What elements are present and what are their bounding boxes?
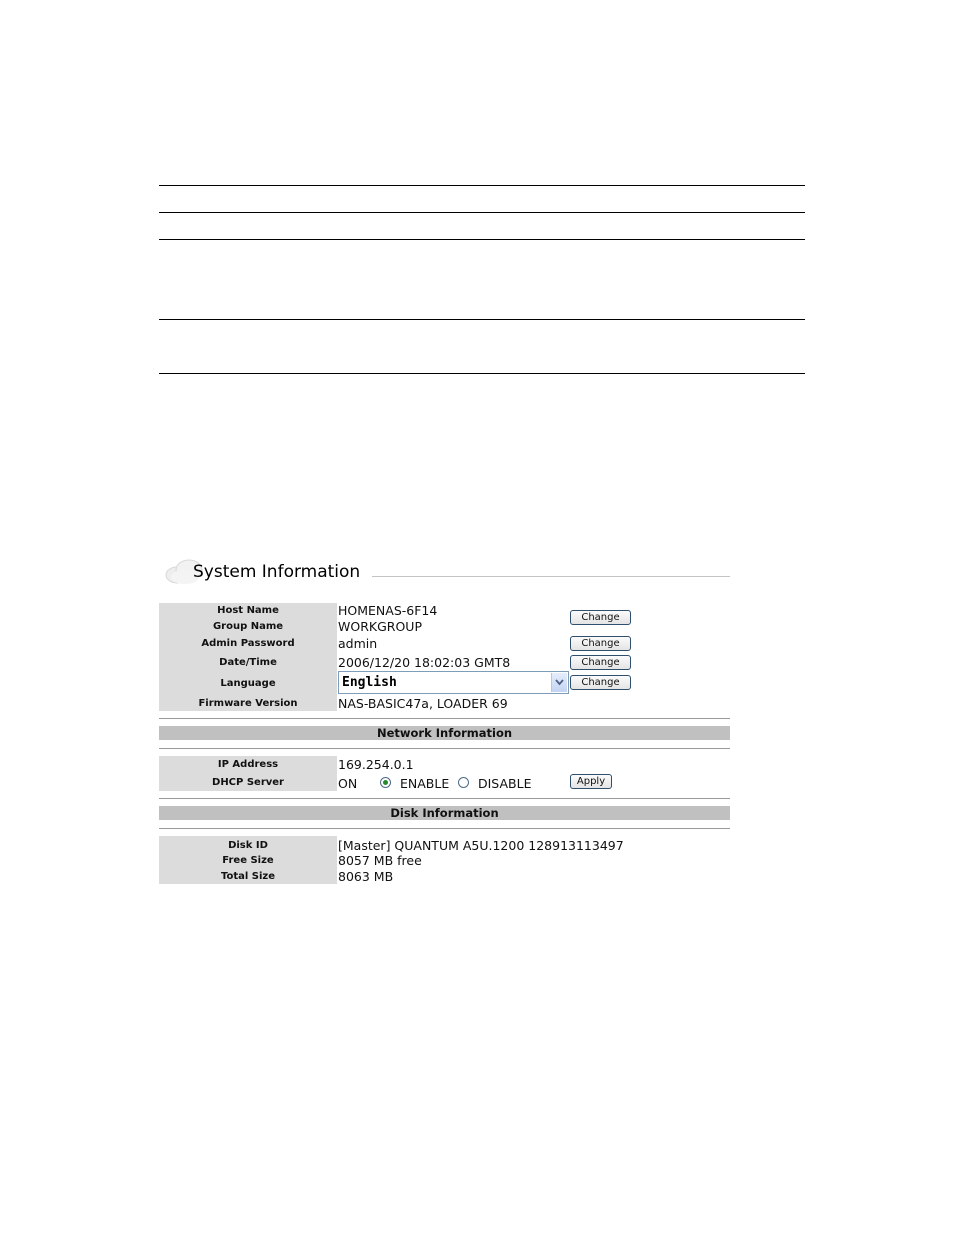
divider — [159, 748, 730, 749]
table-rule-4 — [159, 319, 805, 320]
section-header — [159, 555, 730, 587]
divider — [159, 798, 730, 799]
change-date-time-button[interactable]: Change — [570, 655, 631, 670]
total-size-label: Total Size — [220, 871, 276, 882]
radio-selected-dot — [383, 780, 388, 785]
table-rule-1 — [159, 185, 805, 186]
dhcp-disable-label: DISABLE — [478, 776, 532, 791]
group-name-value: WORKGROUP — [338, 619, 422, 634]
divider — [159, 718, 730, 719]
group-name-label: Group Name — [212, 621, 284, 632]
firmware-version-value: NAS-BASIC47a, LOADER 69 — [338, 696, 508, 711]
disk-id-label: Disk ID — [228, 840, 268, 851]
change-language-button[interactable]: Change — [570, 675, 631, 690]
table-rule-2 — [159, 212, 805, 213]
firmware-version-label: Firmware Version — [198, 698, 298, 709]
dhcp-disable-radio[interactable] — [458, 777, 469, 788]
free-size-label: Free Size — [222, 855, 274, 866]
disk-information-header: Disk Information — [159, 806, 730, 820]
dhcp-enable-label: ENABLE — [400, 776, 450, 791]
table-rule-3 — [159, 239, 805, 240]
dhcp-server-label: DHCP Server — [212, 777, 284, 788]
chevron-down-icon[interactable] — [551, 673, 567, 692]
language-selected-value: English — [342, 675, 397, 690]
dhcp-enable-radio[interactable] — [380, 777, 391, 788]
language-label: Language — [220, 678, 276, 689]
divider — [159, 828, 730, 829]
system-information-panel — [159, 555, 730, 890]
change-password-button[interactable]: Change — [570, 636, 631, 651]
admin-password-value: admin — [338, 636, 378, 651]
table-rule-5 — [159, 373, 805, 374]
host-name-value: HOMENAS-6F14 — [338, 603, 438, 618]
date-time-value: 2006/12/20 18:02:03 GMT8 — [338, 655, 511, 670]
ip-address-label: IP Address — [217, 759, 279, 770]
host-name-label: Host Name — [217, 605, 279, 616]
admin-password-label: Admin Password — [201, 638, 295, 649]
page-title: System Information — [193, 562, 361, 582]
total-size-value: 8063 MB — [338, 869, 394, 884]
apply-button[interactable]: Apply — [570, 774, 612, 789]
date-time-label: Date/Time — [219, 657, 277, 668]
change-host-group-button[interactable]: Change — [570, 610, 631, 625]
ip-address-value: 169.254.0.1 — [338, 757, 414, 772]
dhcp-status-value: ON — [338, 776, 358, 791]
language-select[interactable] — [338, 671, 569, 694]
network-information-header: Network Information — [159, 726, 730, 740]
title-rule — [372, 576, 730, 577]
free-size-value: 8057 MB free — [338, 853, 422, 868]
disk-id-value: [Master] QUANTUM A5U.1200 128913113497 — [338, 838, 624, 853]
